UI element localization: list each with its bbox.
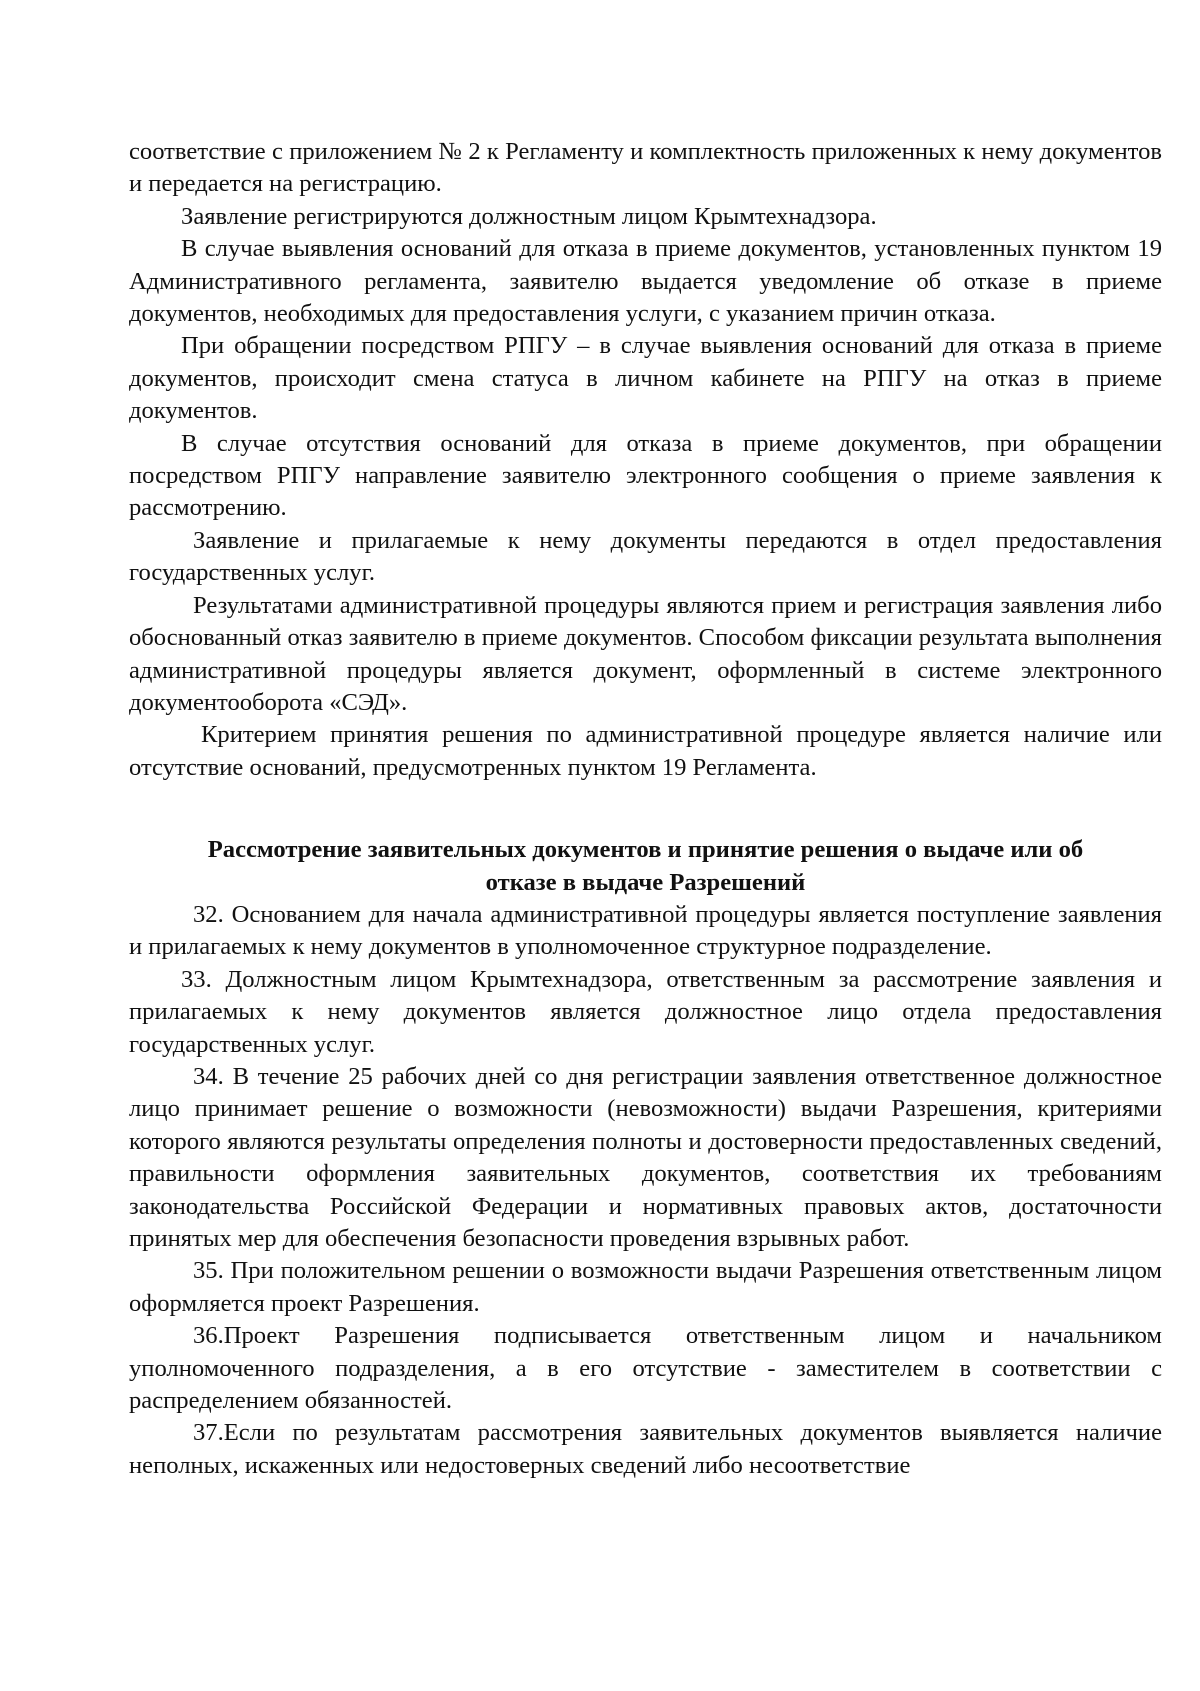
section-heading: [129, 834, 1162, 899]
paragraph-continuation: соответствие с приложением № 2 к Регламенту и комплектность приложенных к нему документов и передается на регистрацию.: [129, 138, 1162, 198]
paragraph-registration: Заявление регистрируются должностным лицом Крымтехнадзора.: [181, 202, 877, 230]
clause-34: 34. В течение 25 рабочих дней со дня регистрации заявления ответственное должностное лицо принимает решение о возможности (невозможности) выдачи Разрешения, критериями которого являются результаты определения полноты и достоверности предоставленных сведений, правильности оформления заявительных документов, соответствия их требованиям законодательства Российской Федерации и нормативных правовых актов, достаточности принятых мер для обеспечения безопасности проведения взрывных работ.: [129, 1062, 1162, 1252]
section-heading-line-2: отказе в выдаче Разрешений: [485, 868, 806, 896]
paragraph-decision-criterion: Критерием принятия решения по административной процедуре является наличие или отсутствие оснований, предусмотренных пунктом 19 Регламента.: [129, 721, 1162, 781]
paragraph-refusal-notice: В случае выявления оснований для отказа в приеме документов, установленных пунктом 19 Административного регламента, заявителю выдается уведомление об отказе в приеме документов, необходимых для предоставления услуги, с указанием причин отказа.: [129, 235, 1162, 328]
paragraph-procedure-results: Результатами административной процедуры являются прием и регистрация заявления либо обоснованный отказ заявителю в приеме документов. Способом фиксации результата выполнения административной процедуры является документ, оформленный в системе электронного документооборота «СЭД».: [129, 591, 1162, 716]
section-heading-line-1: Рассмотрение заявительных документов и принятие решения о выдаче или об: [207, 836, 1084, 864]
paragraph-documents-transfer: Заявление и прилагаемые к нему документы передаются в отдел предоставления государственных услуг.: [129, 526, 1162, 587]
clause-35: 35. При положительном решении о возможности выдачи Разрешения ответственным лицом оформляется проект Разрешения.: [129, 1257, 1162, 1317]
paragraph-rpgu-acceptance: В случае отсутствия оснований для отказа в приеме документов, при обращении посредством РПГУ направление заявителю электронного сообщения о приеме заявления к рассмотрению.: [129, 429, 1162, 522]
clause-33: 33. Должностным лицом Крымтехнадзора, ответственным за рассмотрение заявления и прилагаемых к нему документов является должностное лицо отдела предоставления государственных услуг.: [129, 965, 1162, 1058]
clause-37: 37.Если по результатам рассмотрения заявительных документов выявляется наличие неполных, искаженных или недостоверных сведений либо несоответствие: [129, 1419, 1162, 1479]
clause-36: 36.Проект Разрешения подписывается ответственным лицом и начальником уполномоченного подразделения, а в его отсутствие - заместителем в соответствии с распределением обязанностей.: [129, 1322, 1162, 1415]
paragraph-rpgu-refusal: При обращении посредством РПГУ – в случае выявления оснований для отказа в приеме документов, происходит смена статуса в личном кабинете на РПГУ на отказ в приеме документов.: [129, 332, 1162, 425]
clause-32: 32. Основанием для начала административной процедуры является поступление заявления и прилагаемых к нему документов в уполномоченное структурное подразделение.: [129, 900, 1162, 961]
